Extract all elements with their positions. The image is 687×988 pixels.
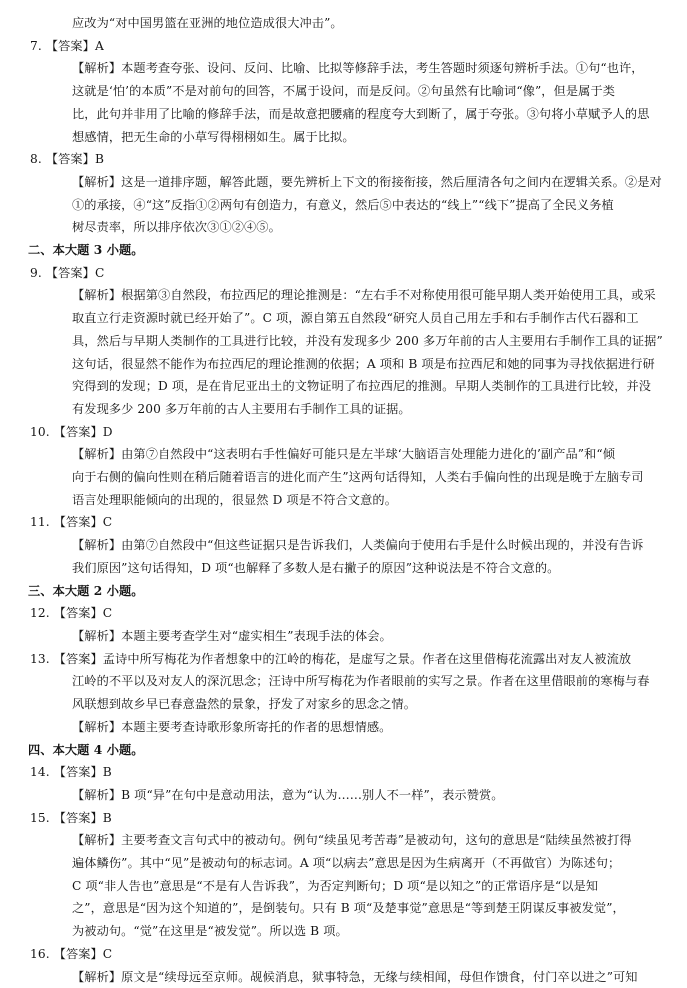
- text-line: 有发现多少 200 多万年前的古人主要用右手制作工具的证据。: [72, 401, 411, 416]
- text-line: 应改为“对中国男篮在亚洲的地位造成很大冲击”。: [72, 16, 343, 30]
- text-line: 比，此句并非用了比喻的修辞手法，而是故意把腰痛的程度夸大到断了，属于夸张。③句将小草赋予人的思: [72, 106, 650, 121]
- text-line: 【解析】原文是“续母远至京师。觇候消息，狱事特急，无缘与续相闻，母但作馈食，付门卒以进之”可知: [72, 969, 638, 984]
- text-line: 取直立行走资源时就已经开始了”。C 项，源自第五自然段“研究人员自己用左手和右手制作古代石器和工: [72, 311, 639, 326]
- text-line: 【解析】本题主要考查学生对“虚实相生”表现手法的体会。: [72, 628, 392, 643]
- text-line: C 项“非人告也”意思是“不是有人告诉我”，为否定判断句；D 项“是以知之”的正常语序是“以是知: [72, 878, 599, 893]
- text-line: 我们原因”这句话得知，D 项“也解释了多数人是右撇子的原因”这种说法是不符合文意的。: [72, 560, 560, 575]
- text-line: 【解析】根据第③自然段，布拉西尼的理论推测是：“左右手不对称使用很可能早期人类开始使用工具，或采: [72, 288, 656, 303]
- text-line: ①的承接，④“这”反指①②两句有创造力，有意义，然后⑤中表达的“线上”“线下”提高了全民义务植: [72, 197, 614, 212]
- text-line: 遍体鳞伤”。其中“见”是被动句的标志词。A 项“以病去”意思是因为生病离开（不再做官）为陈述句；: [72, 856, 621, 871]
- text-line: 江岭的不平以及对友人的深沉思念；汪诗中所写梅花为作者眼前的实写之景。作者在这里借眼前的寒梅与春: [72, 674, 650, 689]
- text-line: 具，然后与早期人类制作的工具进行比较，并没有发现多少 200 多万年前的古人主要用右手制作工具的证据”: [72, 333, 663, 348]
- question-answer-line: 16. 【答案】C: [30, 946, 113, 961]
- text-line: 这句话，很显然不能作为布拉西尼的理论推测的依据；A 项和 B 项是布拉西尼和她的同事为寻找依据进行研: [72, 356, 655, 371]
- text-line: 【解析】主要考查文言句式中的被动句。例句“续虽见考苦毒”是被动句，这句的意思是“陆续虽然被打得: [72, 833, 632, 848]
- text-line: 【解析】B 项“异”在句中是意动用法，意为“认为……别人不一样”，表示赞赏。: [72, 787, 504, 802]
- text-line: 【解析】本题考查夸张、设问、反问、比喻、比拟等修辞手法，考生答题时须逐句辨析手法。①句“也许，: [72, 61, 644, 76]
- question-answer-line: 12. 【答案】C: [30, 606, 113, 621]
- text-line: 【解析】本题主要考查诗歌形象所寄托的作者的思想情感。: [72, 719, 392, 734]
- question-answer-line: 11. 【答案】C: [30, 515, 113, 530]
- question-answer-line: 9. 【答案】C: [30, 265, 105, 280]
- question-answer-line: 14. 【答案】B: [30, 765, 112, 780]
- question-answer-line: 7. 【答案】A: [30, 38, 104, 53]
- text-line: 【解析】这是一道排序题，解答此题，要先辨析上下文的衔接衔接，然后厘清各句之间内在逻辑关系。②是对: [72, 174, 662, 189]
- text-line: 之”，意思是“因为这个知道的”，是倒装句。只有 B 项“及楚事觉”意思是“等到楚王阴谋反事被发觉”，: [72, 901, 625, 916]
- text-line: 这就是‘怕’的本质”不是对前句的回答，不属于设问，而是反问。②句虽然有比喻词“像”，但是属于类: [72, 84, 616, 99]
- text-line: 【解析】由第⑦自然段中“这表明右手性偏好可能只是左半球‘大脑语言处理能力进化的’副产品”和“倾: [72, 447, 616, 462]
- text-line: 究得到的发现；D 项，是在肯尼亚出土的文物证明了布拉西尼的推测。早期人类制作的工具进行比较，并没: [72, 379, 652, 394]
- section-heading: 四、本大题 4 小题。: [28, 742, 144, 757]
- text-line: 想感情，把无生命的小草写得栩栩如生。属于比拟。: [72, 129, 355, 144]
- question-answer-line: 13. 【答案】孟诗中所写梅花为作者想象中的江岭的梅花，是虚写之景。作者在这里借梅花流露出对友人被流放: [30, 651, 632, 666]
- section-heading: 三、本大题 2 小题。: [28, 583, 144, 598]
- text-line: 为被动句。“觉”在这里是“被发觉”。所以选 B 项。: [72, 924, 348, 939]
- question-answer-line: 15. 【答案】B: [30, 810, 112, 825]
- text-line: 风联想到故乡早已春意盎然的景象，抒发了对家乡的思念之情。: [72, 697, 417, 712]
- question-answer-line: 8. 【答案】B: [30, 152, 105, 167]
- section-heading: 二、本大题 3 小题。: [28, 243, 144, 258]
- question-answer-line: 10. 【答案】D: [30, 424, 113, 439]
- text-line: 向于右侧的偏向性则在稍后随着语言的进化而产生”这两句话得知，人类右手偏向性的出现是晚于左脑专司: [72, 470, 644, 485]
- text-line: 树尽责率，所以排序依次③①②④⑤。: [72, 220, 281, 235]
- text-line: 【解析】由第⑦自然段中“但这些证据只是告诉我们，人类偏向于使用右手是什么时候出现的，并没有告诉: [72, 538, 644, 553]
- text-line: 语言处理职能倾向的出现的，很显然 D 项是不符合文意的。: [72, 492, 398, 507]
